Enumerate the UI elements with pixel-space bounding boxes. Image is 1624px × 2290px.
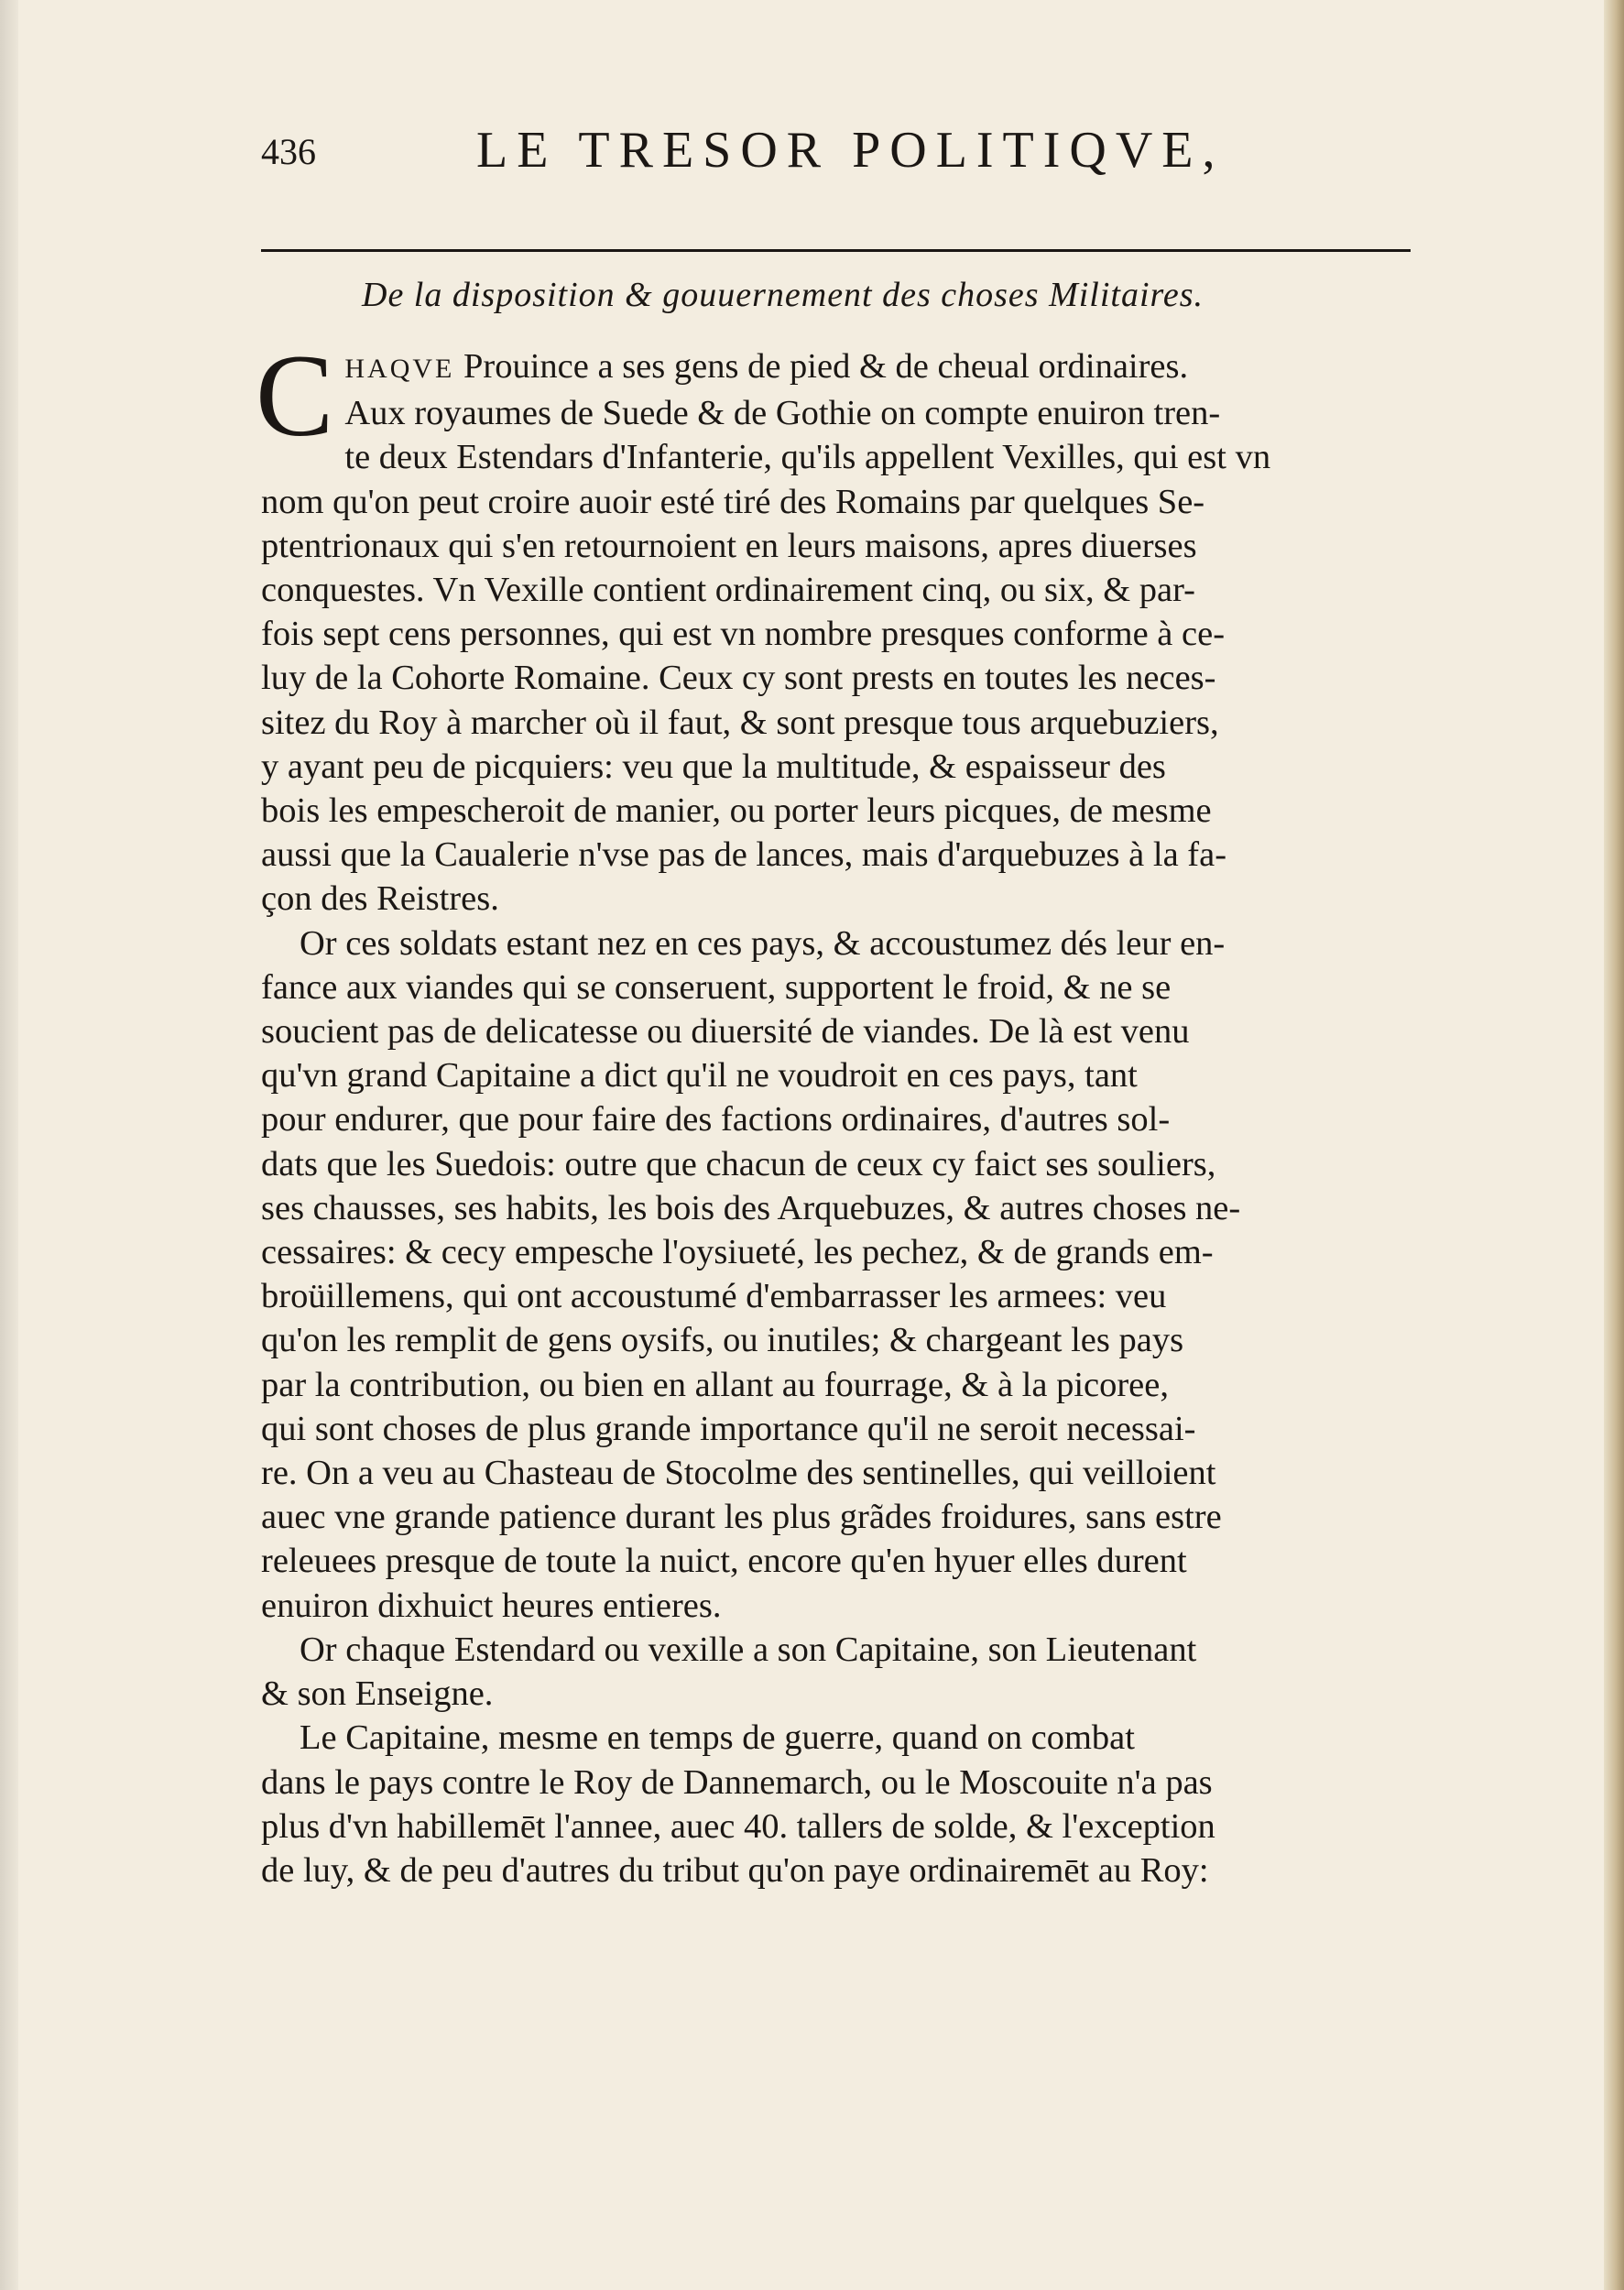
text-line: Or ces soldats estant nez en ces pays, & accoustumez dés leur en- [300, 923, 1226, 963]
text-line: qui sont choses de plus grande importance qu'il ne seroit necessai- [261, 1409, 1196, 1448]
running-head [261, 110, 1429, 183]
text-line: & son Enseigne. [261, 1674, 494, 1714]
text-line: Prouince a ses gens de pied & de cheual ordinaires. [463, 347, 1189, 386]
text-line: fance aux viandes qui se conseruent, supportent le froid, & ne se [261, 967, 1172, 1007]
paragraph-3 [261, 1628, 1424, 1716]
paragraph-2 [261, 921, 1424, 1628]
text-line: auec vne grande patience durant les plus grãdes froidures, sans estre [261, 1498, 1222, 1537]
text-line: broüillemens, qui ont accoustumé d'embarrasser les armees: veu [261, 1277, 1167, 1316]
text-line: cessaires: & cecy empesche l'oysiueté, les pechez, & de grands em- [261, 1233, 1214, 1272]
text-line: aussi que la Caualerie n'vse pas de lances, mais d'arquebuzes à la fa- [261, 835, 1227, 875]
text-line: y ayant peu de picquiers: veu que la multitude, & espaisseur des [261, 747, 1166, 786]
paragraph-1 [256, 331, 1424, 921]
section-heading: De la disposition & gouuernement des choses Militaires. [362, 276, 1204, 314]
drop-cap: C [256, 331, 334, 461]
text-line: de luy, & de peu d'autres du tribut qu'on paye ordinairemēt au Roy: [261, 1850, 1209, 1890]
text-line: ptentrionaux qui s'en retournoient en leurs maisons, apres diuerses [261, 526, 1197, 565]
text-line: Aux royaumes de Suede & de Gothie on compte enuiron tren- [344, 394, 1221, 433]
text-line: dats que les Suedois: outre que chacun de ceux cy faict ses souliers, [261, 1144, 1216, 1183]
scan-edge-right [1604, 0, 1624, 2290]
text-line: qu'vn grand Capitaine a dict qu'il ne voudroit en ces pays, tant [261, 1056, 1138, 1096]
text-line: re. On a veu au Chasteau de Stocolme des sentinelles, qui veilloient [261, 1454, 1216, 1493]
text-line: conquestes. Vn Vexille contient ordinairement cinq, ou six, & par- [261, 571, 1195, 610]
header-rule [261, 249, 1411, 252]
book-page [256, 110, 1429, 1890]
text-line: bois les empescheroit de manier, ou porter leurs picques, de mesme [261, 791, 1212, 831]
text-line: pour endurer, que pour faire des factions ordinaires, d'autres sol- [261, 1100, 1171, 1140]
text-line: çon des Reistres. [261, 879, 499, 919]
text-line: ses chausses, ses habits, les bois des Arquebuzes, & autres choses ne- [261, 1188, 1241, 1227]
text-line: plus d'vn habillemēt l'annee, auec 40. tallers de solde, & l'exception [261, 1806, 1215, 1846]
body-text [256, 331, 1424, 1892]
text-line: enuiron dixhuict heures entieres. [261, 1586, 722, 1625]
text-line: dans le pays contre le Roy de Dannemarch, ou le Moscouite n'a pas [261, 1762, 1213, 1802]
opening-caps: HAQVE [344, 354, 455, 384]
scan-edge-left [0, 0, 18, 2290]
text-line: qu'on les remplit de gens oysifs, ou inutiles; & chargeant les pays [261, 1321, 1184, 1360]
text-line: nom qu'on peut croire auoir esté tiré des Romains par quelques Se- [261, 482, 1205, 521]
text-line: te deux Estendars d'Infanterie, qu'ils appellent Vexilles, qui est vn [344, 438, 1271, 477]
text-line: releuees presque de toute la nuict, encore qu'en hyuer elles durent [261, 1542, 1187, 1581]
text-line: fois sept cens personnes, qui est vn nombre presques conforme à ce- [261, 615, 1226, 654]
page-number: 436 [261, 131, 316, 172]
text-line: sitez du Roy à marcher où il faut, & sont presque tous arquebuziers, [261, 703, 1219, 742]
text-line: soucient pas de delicatesse ou diuersité de viandes. De là est venu [261, 1012, 1190, 1052]
text-line: Le Capitaine, mesme en temps de guerre, quand on combat [300, 1718, 1135, 1758]
running-title: LE TRESOR POLITIQVE, [476, 122, 1225, 179]
text-line: luy de la Cohorte Romaine. Ceux cy sont prests en toutes les neces- [261, 659, 1216, 698]
text-line: par la contribution, ou bien en allant au fourrage, & à la picoree, [261, 1365, 1169, 1404]
text-line: Or chaque Estendard ou vexille a son Capitaine, son Lieutenant [300, 1630, 1197, 1669]
paragraph-4 [261, 1716, 1424, 1892]
